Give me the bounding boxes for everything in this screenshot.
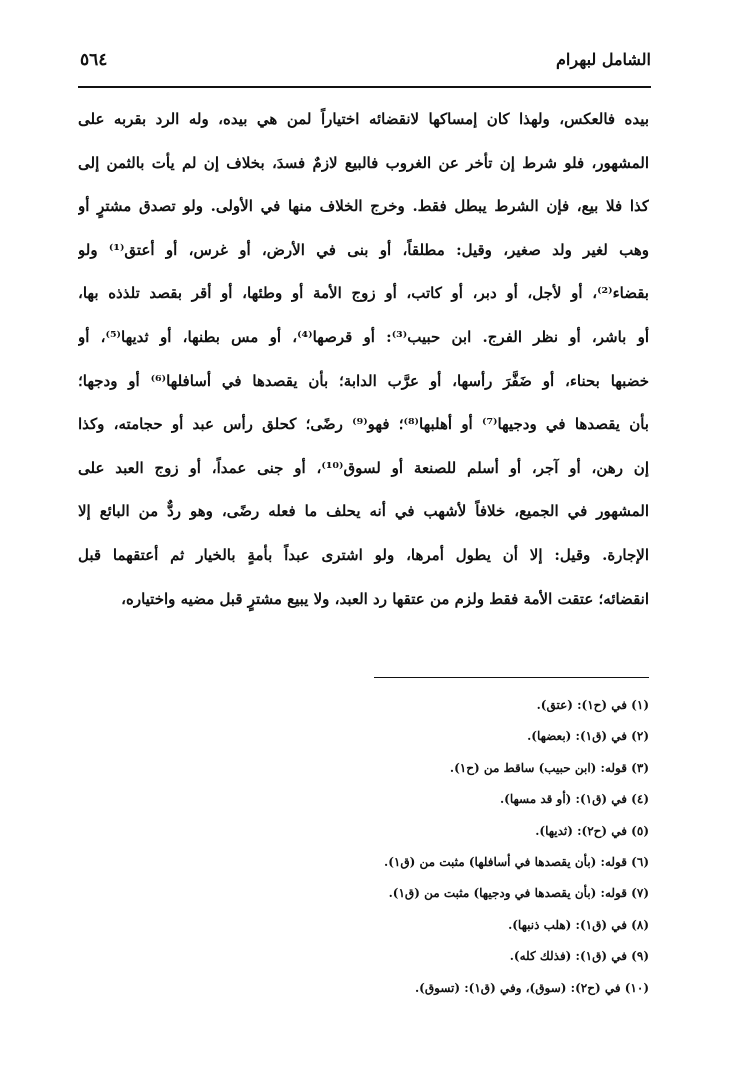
text-line: إن رهن، أو آجر، أو أسلم للصنعة أو لسوق⁽¹⁰⁾، أو جنى عمداً، أو زوج العبد على bbox=[78, 458, 649, 477]
text-line: بأن يقصدها في ودجيها⁽⁷⁾ أو أهلبها⁽⁸⁾؛ فهو⁽⁹⁾ رضًى؛ كحلق رأس عبد أو حجامته، وكذا bbox=[78, 415, 649, 434]
footnote: (٨) في (ق١): (هلب ذنبها). bbox=[508, 917, 649, 932]
text-line: الإجارة. وقيل: إلا أن يطول أمرها، ولو اشترى عبداً بأمةٍ بالخيار ثم أعتقهما قبل bbox=[78, 545, 649, 564]
text-line: المشهور، فلو شرط إن تأخر عن الغروب فالبيع لازمٌ فسدَ، بخلاف إن لم يأت بالثمن إلى bbox=[78, 153, 649, 172]
text-line: بيده فالعكس، ولهذا كان إمساكها لانقضائه اختياراً لمن هي بيده، وله الرد بقربه على bbox=[78, 110, 649, 128]
header-title: الشامل لبهرام bbox=[556, 50, 651, 69]
text-line: بقضاء⁽²⁾، أو لأجل، أو دبر، أو كاتب، أو زوج الأمة أو وطئها، أو أقر بقصد تلذذه بها، bbox=[78, 284, 649, 303]
footnote: (٤) في (ق١): (أو قد مسها). bbox=[499, 792, 649, 807]
footnote: (٩) في (ق١): (فذلك كله). bbox=[509, 949, 649, 964]
text-line: انقضائه؛ عتقت الأمة فقط ولزم من عتقها رد العبد، ولا يبيع مشترٍ قبل مضيه واختياره، bbox=[121, 589, 649, 608]
footnote: (٢) في (ق١): (بعضها). bbox=[527, 729, 649, 744]
text-line: أو باشر، أو نظر الفرج. ابن حبيب⁽³⁾: أو قرصها⁽⁴⁾، أو مس بطنها، أو ثديها⁽⁵⁾، أو bbox=[78, 327, 649, 346]
footnote: (٦) قوله: (بأن يقصدها في أسافلها) مثبت من (ق١). bbox=[384, 854, 649, 869]
text-line: المشهور في الجميع، خلافاً لأشهب في أنه يحلف ما فعله رضًى، وهو ردٌّ من البائع إلا bbox=[78, 502, 649, 521]
text-line: كذا فلا بيع، فإن الشرط يبطل فقط. وخرج الخلاف منها في الأولى. ولو تصدق مشترٍ أو bbox=[78, 197, 649, 216]
running-header bbox=[80, 50, 651, 90]
footnote: (١٠) في (ح٢): (سوق)، وفي (ق١): (تسوق). bbox=[414, 980, 649, 995]
footnote: (٥) في (ح٢): (ثديها). bbox=[535, 823, 649, 838]
main-text-body bbox=[78, 98, 649, 621]
footnote-divider bbox=[374, 677, 649, 678]
text-line: خضبها بحناء، أو ضَفَّرَ رأسها، أو عرَّب الدابة؛ بأن يقصدها في أسافلها⁽⁶⁾ أو ودجها؛ bbox=[78, 371, 649, 390]
footnote: (٧) قوله: (بأن يقصدها في ودجيها) مثبت من (ق١). bbox=[388, 886, 649, 901]
text-line: وهب لغير ولد صغير، وقيل: مطلقاً، أو بنى في الأرض، أو غرس، أو أعتق⁽¹⁾ ولو bbox=[78, 240, 649, 259]
footnote: (١) في (ح١): (عتق). bbox=[536, 698, 649, 712]
page-number: ٥٦٤ bbox=[80, 50, 108, 70]
footnotes-section bbox=[89, 690, 649, 1004]
header-divider bbox=[78, 86, 651, 88]
footnote: (٣) قوله: (ابن حبيب) ساقط من (ح١). bbox=[449, 760, 649, 775]
